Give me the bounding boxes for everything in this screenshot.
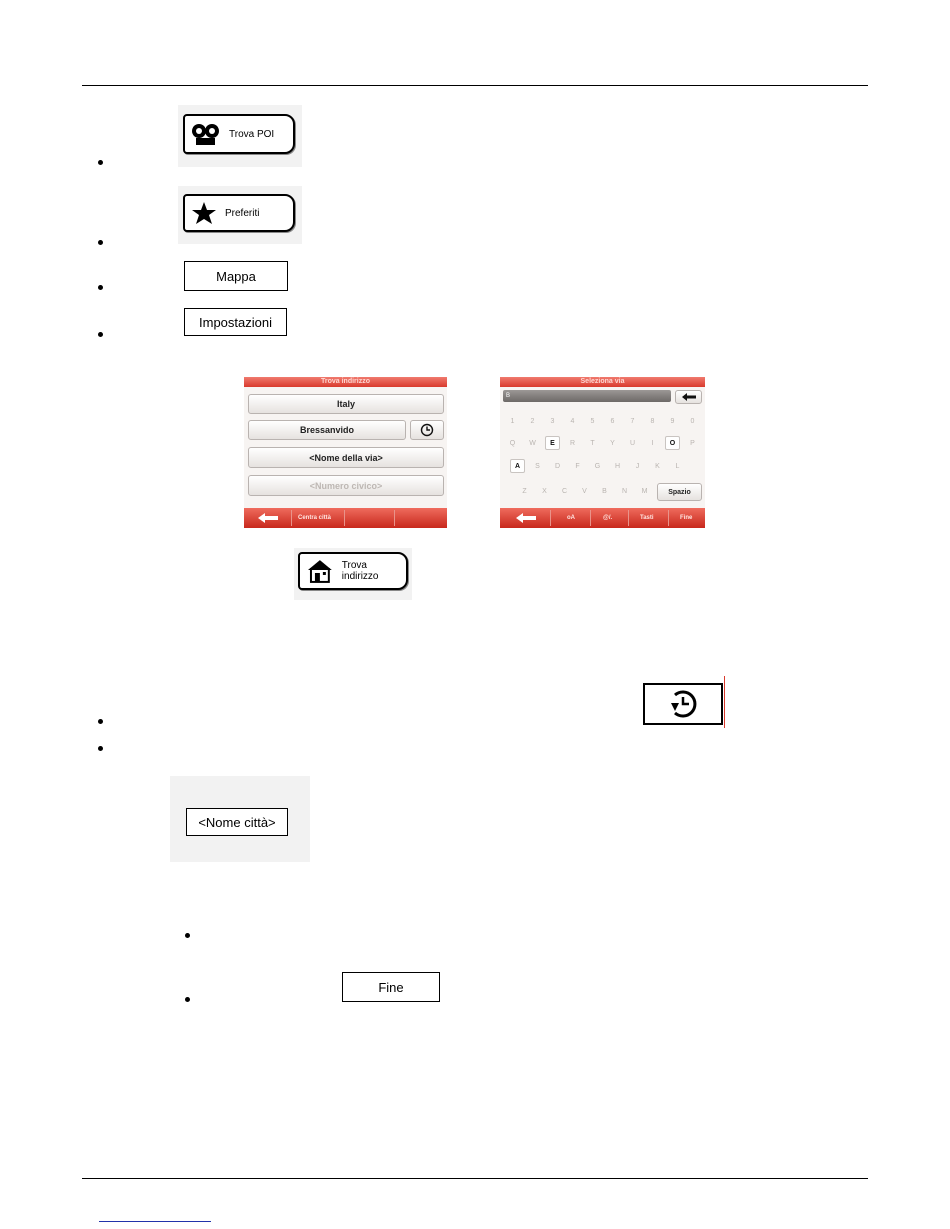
keyboard-screen <box>500 377 705 528</box>
address-screen <box>244 377 447 528</box>
key-p[interactable]: P <box>690 439 695 447</box>
preferiti-button[interactable] <box>183 194 295 232</box>
street-button[interactable]: <Nome della via> <box>248 447 444 468</box>
preferiti-label: Preferiti <box>225 207 260 219</box>
header-rule <box>82 85 868 86</box>
key-9[interactable]: 9 <box>670 417 675 425</box>
key-u[interactable]: U <box>629 439 636 447</box>
mappa-button[interactable]: Mappa <box>184 261 288 291</box>
history-button[interactable] <box>410 420 444 440</box>
key-y[interactable]: Y <box>610 439 615 447</box>
key-i[interactable]: I <box>651 439 654 447</box>
key-t[interactable]: T <box>590 439 595 447</box>
trova-indirizzo-button[interactable] <box>298 552 408 590</box>
key-c[interactable]: C <box>561 487 568 495</box>
bullet <box>98 240 103 245</box>
back-arrow-icon[interactable] <box>516 513 536 523</box>
key-7[interactable]: 7 <box>630 417 635 425</box>
country-button[interactable]: Italy <box>248 394 444 414</box>
key-m[interactable]: M <box>641 487 648 495</box>
address-bottom-bar <box>244 508 447 528</box>
symbols-button[interactable]: @/. <box>603 515 613 521</box>
bullet <box>185 933 190 938</box>
key-x[interactable]: X <box>542 487 547 495</box>
bar-separator <box>291 510 292 526</box>
fine-screen-button[interactable]: Fine <box>680 515 693 521</box>
bar-separator <box>590 510 591 526</box>
center-city-button[interactable]: Centra città <box>298 515 332 521</box>
keyboard-screen-title: Seleziona via <box>500 377 705 387</box>
case-button[interactable]: oA <box>567 515 575 521</box>
key-6[interactable]: 6 <box>610 417 615 425</box>
key-d[interactable]: D <box>554 462 561 470</box>
key-5[interactable]: 5 <box>590 417 595 425</box>
address-screen-title: Trova indirizzo <box>244 377 447 387</box>
backspace-button[interactable] <box>675 390 702 404</box>
bar-separator <box>394 510 395 526</box>
bullet <box>98 160 103 165</box>
key-f[interactable]: F <box>575 462 580 470</box>
red-margin-line <box>724 676 725 728</box>
bullet <box>98 285 103 290</box>
keyboard-bottom-bar <box>500 508 705 528</box>
key-l[interactable]: L <box>675 462 680 470</box>
back-arrow-icon[interactable] <box>258 513 278 523</box>
trova-indirizzo-label: Trova indirizzo <box>341 560 379 582</box>
key-8[interactable]: 8 <box>650 417 655 425</box>
key-h[interactable]: H <box>614 462 621 470</box>
key-r[interactable]: R <box>569 439 576 447</box>
impostazioni-button[interactable]: Impostazioni <box>184 308 287 336</box>
key-2[interactable]: 2 <box>530 417 535 425</box>
key-3[interactable]: 3 <box>550 417 555 425</box>
bullet <box>185 997 190 1002</box>
house-icon <box>306 558 334 584</box>
key-q[interactable]: Q <box>509 439 516 447</box>
house-number-button[interactable]: <Numero civico> <box>248 475 444 496</box>
key-n[interactable]: N <box>621 487 628 495</box>
key-g[interactable]: G <box>594 462 601 470</box>
keys-button[interactable]: Tasti <box>640 515 654 521</box>
binoculars-icon <box>191 121 221 147</box>
space-key[interactable]: Spazio <box>657 483 702 501</box>
history-large-button[interactable] <box>643 683 723 725</box>
key-e[interactable]: E <box>545 436 560 450</box>
bar-separator <box>344 510 345 526</box>
fine-button[interactable]: Fine <box>342 972 440 1002</box>
star-icon <box>191 201 217 225</box>
key-z[interactable]: Z <box>522 487 527 495</box>
bullet <box>98 332 103 337</box>
bullet <box>98 719 103 724</box>
key-1[interactable]: 1 <box>510 417 515 425</box>
bar-separator <box>628 510 629 526</box>
key-v[interactable]: V <box>582 487 587 495</box>
backspace-icon <box>682 393 696 401</box>
key-w[interactable]: W <box>529 439 536 447</box>
nome-citta-button[interactable]: <Nome città> <box>186 808 288 836</box>
footer-link-underline <box>99 1221 211 1222</box>
bar-separator <box>668 510 669 526</box>
street-search-input[interactable]: B <box>503 390 671 402</box>
clock-icon <box>666 689 700 719</box>
key-s[interactable]: S <box>535 462 540 470</box>
key-4[interactable]: 4 <box>570 417 575 425</box>
key-k[interactable]: K <box>655 462 660 470</box>
trova-poi-label: Trova POI <box>229 128 275 140</box>
footer-rule <box>82 1178 868 1179</box>
key-j[interactable]: J <box>635 462 640 470</box>
clock-icon <box>420 423 434 437</box>
trova-poi-button[interactable] <box>183 114 295 154</box>
city-button[interactable]: Bressanvido <box>248 420 406 440</box>
key-b[interactable]: B <box>602 487 607 495</box>
key-a[interactable]: A <box>510 459 525 473</box>
bar-separator <box>550 510 551 526</box>
bullet <box>98 746 103 751</box>
key-0[interactable]: 0 <box>690 417 695 425</box>
key-o[interactable]: O <box>665 436 680 450</box>
